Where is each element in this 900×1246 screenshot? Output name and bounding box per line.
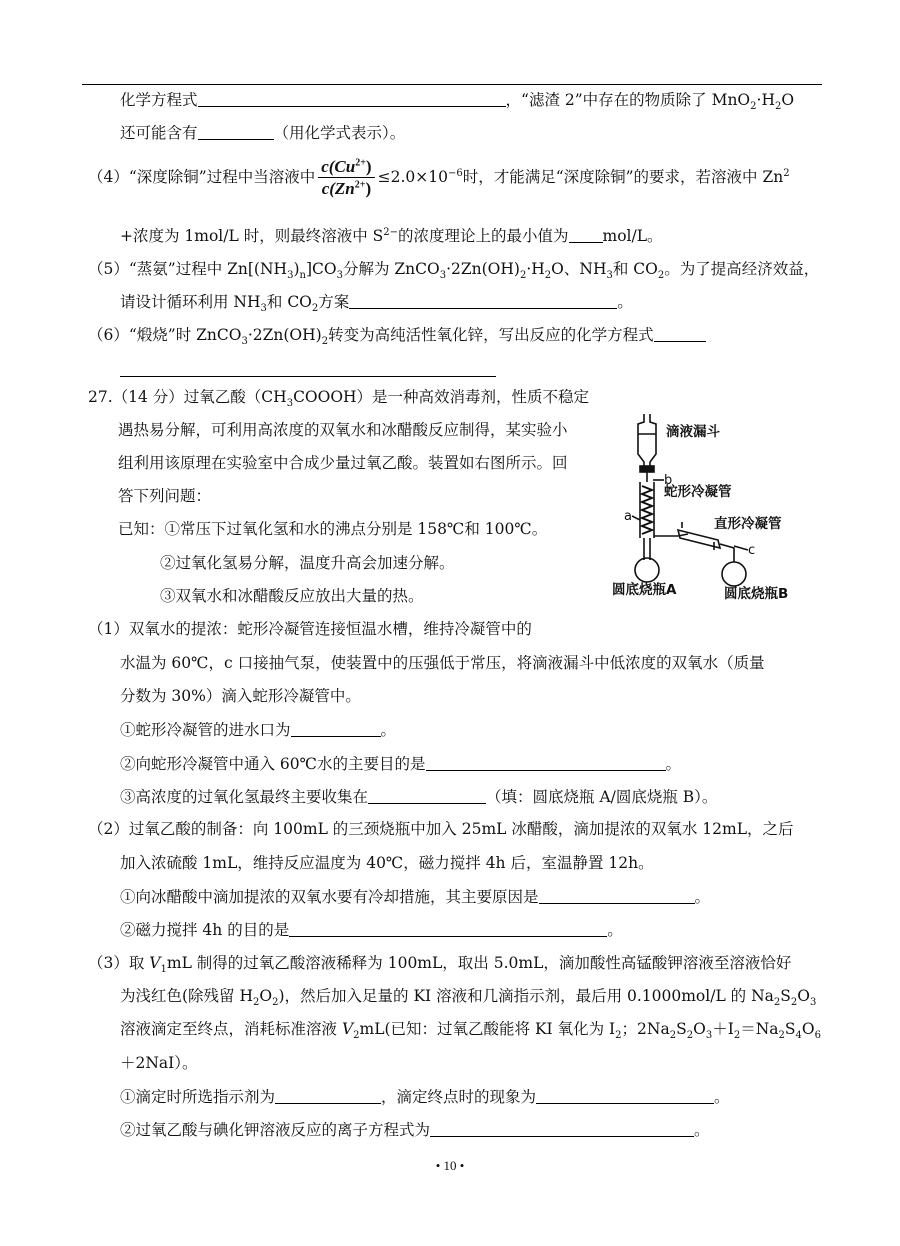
port-c-line — [734, 546, 748, 550]
answer-blank[interactable] — [291, 722, 381, 737]
q27-part-3-line-1: （3）取 $V_1mL$ 制得的过氧乙酸溶液稀释为 100mL，取出 5.0mL，滴加酸性高锰酸钾溶液至溶液恰好 — [88, 954, 792, 976]
q27-part-3-q2: ②过氧乙酸与碘化钾溶液反应的离子方程式为 。 — [120, 1121, 710, 1139]
q27-part-1-q1: ①蛇形冷凝管的进水口为 。 — [120, 721, 397, 739]
label-port-c: c — [748, 543, 756, 558]
dropping-funnel-icon — [638, 414, 656, 472]
page-number: • 10 • — [435, 1158, 465, 1173]
q26-part-4-line-2: +浓度为 1mol/L 时，则最终溶液中 $S^{2-}$的浓度理论上的最小值为 mol/L。 — [120, 226, 663, 245]
apparatus-diagram — [598, 410, 834, 610]
q26-line-2: 还可能含有 （用化学式表示）。 — [120, 124, 406, 142]
answer-blank[interactable] — [289, 922, 607, 937]
answer-blank[interactable] — [120, 362, 496, 377]
q27-part-2-line-2: 加入浓硫酸 1mL，维持反应温度为 40℃，磁力搅拌 4h 后，室温静置 12h。 — [120, 854, 654, 872]
q27-part-3-line-4: ＋2NaI）。 — [120, 1054, 198, 1072]
q27-intro-2: 遇热易分解，可利用高浓度的双氧水和冰醋酸反应制得，某实验小 — [118, 421, 568, 439]
q27-part-1-q3: ③高浓度的过氧化氢最终主要收集在 （填：圆底烧瓶 A/圆底烧瓶 B）。 — [120, 788, 718, 806]
q27-part-1-line-1: （1）双氧水的提浓：蛇形冷凝管连接恒温水槽，维持冷凝管中的 — [88, 620, 532, 638]
q27-known-3: ③双氧水和冰醋酸反应放出大量的热。 — [160, 587, 424, 605]
answer-blank[interactable] — [368, 789, 486, 804]
answer-blank[interactable] — [569, 228, 603, 243]
q27-part-3-line-3: 溶液滴定至终点，消耗标准溶液 $V_2mL$(已知：过氧乙酸能将 KI 氧化为 $I_2$；$2Na_2S_2O_3+I_2=Na_2S_4O_6$ — [120, 1020, 821, 1042]
answer-blank[interactable] — [198, 125, 274, 140]
answer-blank[interactable] — [198, 92, 506, 107]
answer-blank[interactable] — [349, 294, 617, 309]
q26-part-5: （5）“蒸氨”过程中 $Zn[(NH_3)_n]CO_3$分解为 $ZnCO_3\cdot 2Zn(OH)_2\cdot H_2O$、$NH_3$和 $CO_2$。为了提高经济效益， — [88, 260, 820, 282]
q27-part-2-q1: ①向冰醋酸中滴加提浓的双氧水要有冷却措施，其主要原因是 。 — [120, 888, 711, 906]
answer-blank[interactable] — [654, 327, 706, 342]
q27-intro-3: 组利用该原理在实验室中合成少量过氧乙酸。装置如右图所示。回 — [118, 454, 568, 472]
q27-intro-4: 答下列问题： — [118, 487, 212, 505]
q27-known-2: ②过氧化氢易分解，温度升高会加速分解。 — [160, 554, 455, 572]
label-port-a: a — [624, 509, 632, 524]
flask-b-icon — [722, 562, 746, 586]
q27-part-1-line-3: 分数为 30%）滴入蛇形冷凝管中。 — [120, 687, 361, 705]
answer-blank[interactable] — [536, 1089, 714, 1104]
label-flask-a: 圆底烧瓶A — [612, 582, 677, 598]
label-coil-condenser: 蛇形冷凝管 — [664, 484, 732, 500]
answer-blank[interactable] — [275, 1089, 381, 1104]
q27-part-3-q1: ①滴定时所选指示剂为 ，滴定终点时的现象为 。 — [120, 1088, 730, 1106]
label-port-b: b — [664, 473, 673, 488]
flask-a-icon — [635, 558, 659, 582]
answer-blank[interactable] — [426, 756, 666, 771]
q26-line-1: 化学方程式 ，“滤渣 2”中存在的物质除了 $MnO_2\cdot H_2O$ — [120, 91, 795, 113]
label-straight-condenser: 直形冷凝管 — [714, 516, 782, 532]
q27-part-1-q2: ②向蛇形冷凝管中通入 60℃水的主要目的是 。 — [120, 755, 682, 773]
label-flask-b: 圆底烧瓶B — [724, 586, 789, 602]
concentration-ratio: $\frac{c(Cu^{2+})}{c(Zn^{2+})}$ — [318, 158, 374, 197]
q27-intro-1: 27.（14 分）过氧乙酸$(CH_3COOOH)$是一种高效消毒剂，性质不稳定 — [88, 388, 590, 410]
q26-part-4: （4）“深度除铜”过程中当溶液中 $\frac{c(Cu^{2+})}{c(Zn^{2+})}$ $\le 2.0\times 10^{-6}$时，才能满足“深度除铜”的要求，若溶液中 Zn$^2$ — [88, 157, 790, 198]
q26-part-5-line-2: 请设计循环利用 $NH_3$和 $CO_2$方案 。 — [120, 293, 633, 315]
label-dropping-funnel: 滴液漏斗 — [666, 424, 720, 440]
answer-blank[interactable] — [539, 889, 695, 904]
q27-part-2-q2: ②磁力搅拌 4h 的目的是 。 — [120, 921, 623, 939]
q26-part-6: （6）“煅烧”时 $ZnCO_3\cdot 2Zn(OH)_2$转变为高纯活性氧化锌，写出反应的化学方程式 — [88, 327, 706, 344]
answer-blank[interactable] — [430, 1122, 694, 1137]
q27-part-1-line-2: 水温为 60℃，c 口接抽气泵，使装置中的压强低于常压，将滴液漏斗中低浓度的双氧水（质量 — [120, 654, 765, 672]
top-rule — [82, 84, 822, 85]
q27-part-2-line-1: （2）过氧乙酸的制备：向 100mL 的三颈烧瓶中加入 25mL 冰醋酸，滴加提浓的双氧水 12mL，之后 — [88, 820, 794, 838]
q27-part-3-line-2: 为浅红色(除残留 $H_2O_2$)，然后加入足量的 KI 溶液和几滴指示剂，最后用 0.1000mol/L 的 $Na_2S_2O_3$ — [120, 987, 817, 1009]
q27-known-1: 已知：①常压下过氧化氢和水的沸点分别是 158℃和 100℃。 — [118, 520, 548, 538]
port-a-line — [632, 516, 640, 520]
